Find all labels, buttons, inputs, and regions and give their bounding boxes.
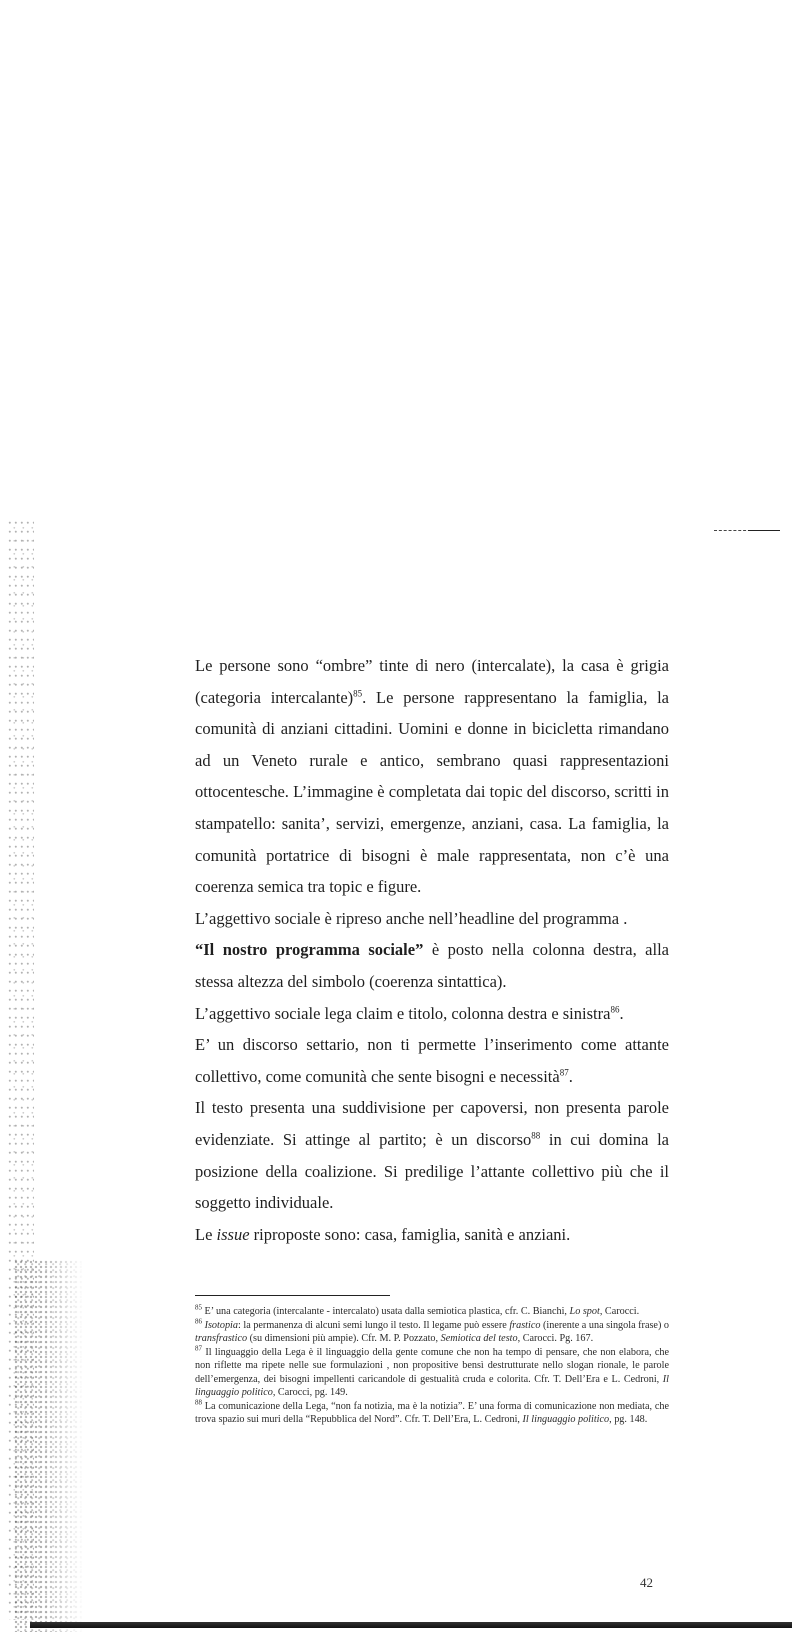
footnotes — [195, 1305, 669, 1427]
footnote-ref-86: 86 — [610, 1004, 620, 1015]
paragraph-4: L’aggettivo sociale lega claim e titolo, colonna destra e sinistra$^{86}$. — [195, 1003, 624, 1023]
footnote-separator — [195, 1295, 390, 1296]
paragraph-2: L’aggettivo sociale è ripreso anche nell’headline del programma . — [195, 908, 628, 928]
scan-bottom-edge — [30, 1622, 792, 1628]
footnote-87: $^{87}$ Il linguaggio della Lega è il linguaggio della gente comune che non ha tempo di pensare, che non elabora, che non riflette ma ripete nelle sue formulazioni , non propositive bensì destrutturate nello slogan rionale, le parole dell’emergenza, dei bisogni impellenti caricandole di gestualità cruda e colorita. Cfr. T. Dell’Era e L. Cedroni, Il linguaggio politico, Carocci, pg. 149. — [195, 1344, 669, 1398]
paragraph-7: Le issue riproposte sono: casa, famiglia, sanità e anziani. — [195, 1224, 571, 1244]
footnote-ref-87: 87 — [559, 1067, 569, 1078]
paragraph-6: Il testo presenta una suddivisione per capoversi, non presenta parole evidenziate. Si attinge al partito; è un discorso$^{88}$ in cui domina la posizione della coalizione. Si predilige l’attante collettivo più che il soggetto individuale. — [195, 1098, 669, 1213]
body-text — [195, 650, 669, 1250]
footnote-88: $^{88}$ La comunicazione della Lega, “non fa notizia, ma è la notizia”. E’ una forma di comunicazione non mediata, che trova spazio sui muri della “Repubblica del Nord”. Cfr. T. Dell’Era, L. Cedroni, Il linguaggio politico, pg. 148. — [195, 1398, 669, 1425]
paragraph-1: Le persone sono “ombre” tinte di nero (intercalate), la casa è grigia (categoria intercalante)$^{85}$. Le persone rappresentano la famiglia, la comunità di anziani cittadini. Uomini e donne in bicicletta rimandano ad un Veneto rurale e antico, sembrano quasi rappresentazioni ottocentesche. L’immagine è completata dai topic del discorso, scritti in stampatello: sanita’, servizi, emergenze, anziani, casa. La famiglia, la comunità portatrice di bisogni è male rappresentata, non c’è una coerenza semica tra topic e figure. — [195, 656, 669, 897]
footnote-ref-88: 88 — [531, 1130, 541, 1141]
page-number: 42 — [640, 1575, 653, 1590]
scan-corner-noise — [14, 1260, 84, 1632]
paragraph-3: “Il nostro programma sociale” è posto nella colonna destra, alla stessa altezza del simbolo (coerenza sintattica). — [195, 940, 669, 991]
footnote-86: $^{86}$ Isotopia: la permanenza di alcuni semi lungo il testo. Il legame può essere frastico (inerente a una singola frase) o transfrastico (su dimensioni più ampie). Cfr. M. P. Pozzato, Semiotica del testo, Carocci. Pg. 167. — [195, 1317, 670, 1344]
footnote-85: $^{85}$ E’ una categoria (intercalante - intercalato) usata dalla semiotica plastica, cfr. C. Bianchi, Lo spot, Carocci. — [195, 1303, 640, 1317]
paragraph-5: E’ un discorso settario, non ti permette l’inserimento come attante collettivo, come comunità che sente bisogni e necessità$^{87}$. — [195, 1035, 669, 1086]
footnote-ref-85: 85 — [353, 688, 363, 699]
quoted-headline: “Il nostro programma sociale” — [195, 940, 424, 960]
scan-artifact-solid-line — [748, 530, 780, 531]
